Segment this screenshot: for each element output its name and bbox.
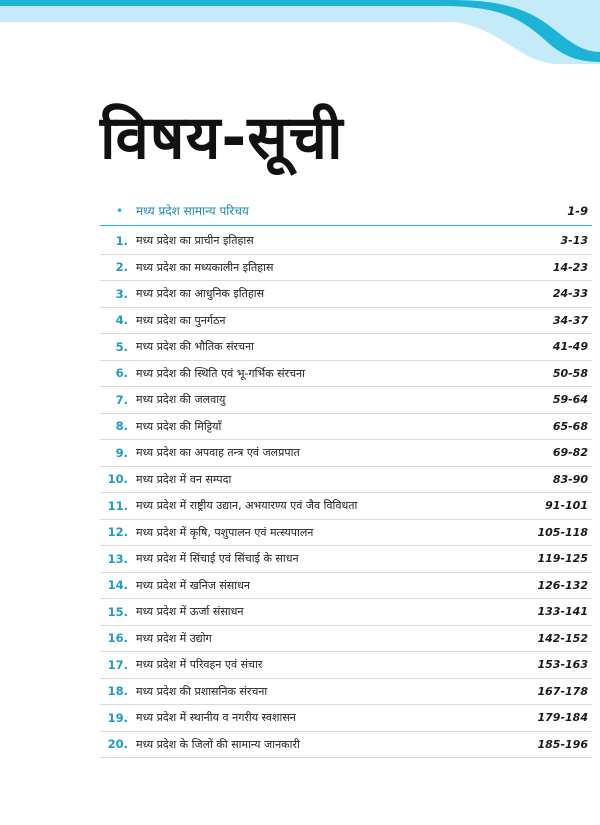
toc-row[interactable] (100, 705, 592, 732)
toc-pages: 133-141 (537, 605, 588, 619)
toc-row[interactable] (100, 467, 592, 494)
toc-row[interactable] (100, 334, 592, 361)
toc-label: मध्य प्रदेश का अपवाह तन्त्र एवं जलप्रपात (136, 446, 300, 460)
toc-row[interactable] (100, 387, 592, 414)
toc-label: मध्य प्रदेश का आधुनिक इतिहास (136, 287, 265, 301)
toc-number: 12. (107, 525, 128, 540)
toc-label: मध्य प्रदेश का प्राचीन इतिहास (136, 234, 254, 248)
toc-number: 15. (107, 604, 128, 619)
toc-label: मध्य प्रदेश में परिवहन एवं संचार (136, 658, 263, 672)
toc-number: 8. (115, 419, 128, 434)
toc-row[interactable] (100, 679, 592, 706)
toc-pages: 153-163 (537, 658, 588, 672)
toc-row[interactable] (100, 652, 592, 679)
toc-row[interactable] (100, 308, 592, 335)
toc-label: मध्य प्रदेश की जलवायु (136, 393, 226, 407)
toc-number: 6. (115, 366, 128, 381)
toc-number: 16. (107, 631, 128, 646)
toc-row[interactable] (100, 493, 592, 520)
toc-pages: 91-101 (545, 499, 588, 513)
toc-row[interactable] (100, 255, 592, 282)
toc-label: मध्य प्रदेश में सिंचाई एवं सिंचाई के साधन (136, 552, 299, 566)
toc-pages: 3-13 (560, 234, 588, 248)
toc-intro-pages: 1-9 (567, 203, 588, 218)
toc-pages: 83-90 (552, 472, 588, 486)
toc-number: 11. (107, 498, 128, 513)
toc-pages: 14-23 (552, 260, 588, 274)
toc-label: मध्य प्रदेश की भौतिक संरचना (136, 340, 254, 354)
toc-label: मध्य प्रदेश की मिट्टियाँ (136, 419, 222, 433)
toc-number: 13. (107, 551, 128, 566)
toc-label: मध्य प्रदेश की स्थिति एवं भू-गर्भिक संरचना (136, 366, 306, 380)
bullet-icon: • (116, 203, 124, 218)
toc-number: 10. (107, 472, 128, 487)
toc-pages: 179-184 (537, 711, 588, 725)
toc-row[interactable] (100, 546, 592, 573)
table-of-contents (100, 228, 592, 758)
toc-pages: 142-152 (537, 631, 588, 645)
toc-number: 5. (115, 339, 128, 354)
toc-number: 9. (115, 445, 128, 460)
toc-label: मध्य प्रदेश के जिलों की सामान्य जानकारी (136, 737, 300, 751)
toc-intro-row[interactable] (100, 196, 592, 226)
toc-label: मध्य प्रदेश का पुनर्गठन (136, 313, 226, 327)
toc-row[interactable] (100, 361, 592, 388)
toc-pages: 126-132 (537, 578, 588, 592)
toc-number: 18. (107, 684, 128, 699)
toc-row[interactable] (100, 228, 592, 255)
toc-number: 3. (115, 286, 128, 301)
toc-number: 7. (115, 392, 128, 407)
toc-label: मध्य प्रदेश का मध्यकालीन इतिहास (136, 260, 274, 274)
toc-pages: 50-58 (552, 366, 588, 380)
page-title: विषय-सूची (100, 103, 344, 173)
toc-number: 17. (107, 657, 128, 672)
header-banner (0, 0, 600, 72)
toc-row[interactable] (100, 520, 592, 547)
toc-row[interactable] (100, 626, 592, 653)
toc-label: मध्य प्रदेश में ऊर्जा संसाधन (136, 605, 244, 619)
toc-label: मध्य प्रदेश में राष्ट्रीय उद्यान, अभयारण्य एवं जैव विविधता (136, 499, 358, 513)
toc-pages: 65-68 (552, 419, 588, 433)
toc-row[interactable] (100, 414, 592, 441)
toc-row[interactable] (100, 440, 592, 467)
toc-label: मध्य प्रदेश में वन सम्पदा (136, 472, 232, 486)
toc-number: 2. (115, 260, 128, 275)
toc-pages: 185-196 (537, 737, 588, 751)
toc-row[interactable] (100, 599, 592, 626)
toc-pages: 119-125 (537, 552, 588, 566)
toc-label: मध्य प्रदेश की प्रशासनिक संरचना (136, 684, 268, 698)
toc-label: मध्य प्रदेश में उद्योग (136, 631, 212, 645)
toc-number: 4. (115, 313, 128, 328)
toc-row[interactable] (100, 573, 592, 600)
toc-pages: 105-118 (537, 525, 588, 539)
toc-number: 19. (107, 710, 128, 725)
toc-intro-label: मध्य प्रदेश सामान्य परिचय (136, 204, 249, 218)
toc-number: 1. (115, 233, 128, 248)
toc-pages: 41-49 (552, 340, 588, 354)
toc-pages: 34-37 (552, 313, 588, 327)
toc-pages: 69-82 (552, 446, 588, 460)
toc-pages: 59-64 (552, 393, 588, 407)
toc-number: 14. (107, 578, 128, 593)
toc-pages: 167-178 (537, 684, 588, 698)
toc-number: 20. (107, 737, 128, 752)
toc-row[interactable] (100, 732, 592, 759)
toc-pages: 24-33 (552, 287, 588, 301)
toc-row[interactable] (100, 281, 592, 308)
toc-label: मध्य प्रदेश में स्थानीय व नगरीय स्वशासन (136, 711, 296, 725)
toc-label: मध्य प्रदेश में खनिज संसाधन (136, 578, 250, 592)
toc-label: मध्य प्रदेश में कृषि, पशुपालन एवं मत्स्यपालन (136, 525, 314, 539)
